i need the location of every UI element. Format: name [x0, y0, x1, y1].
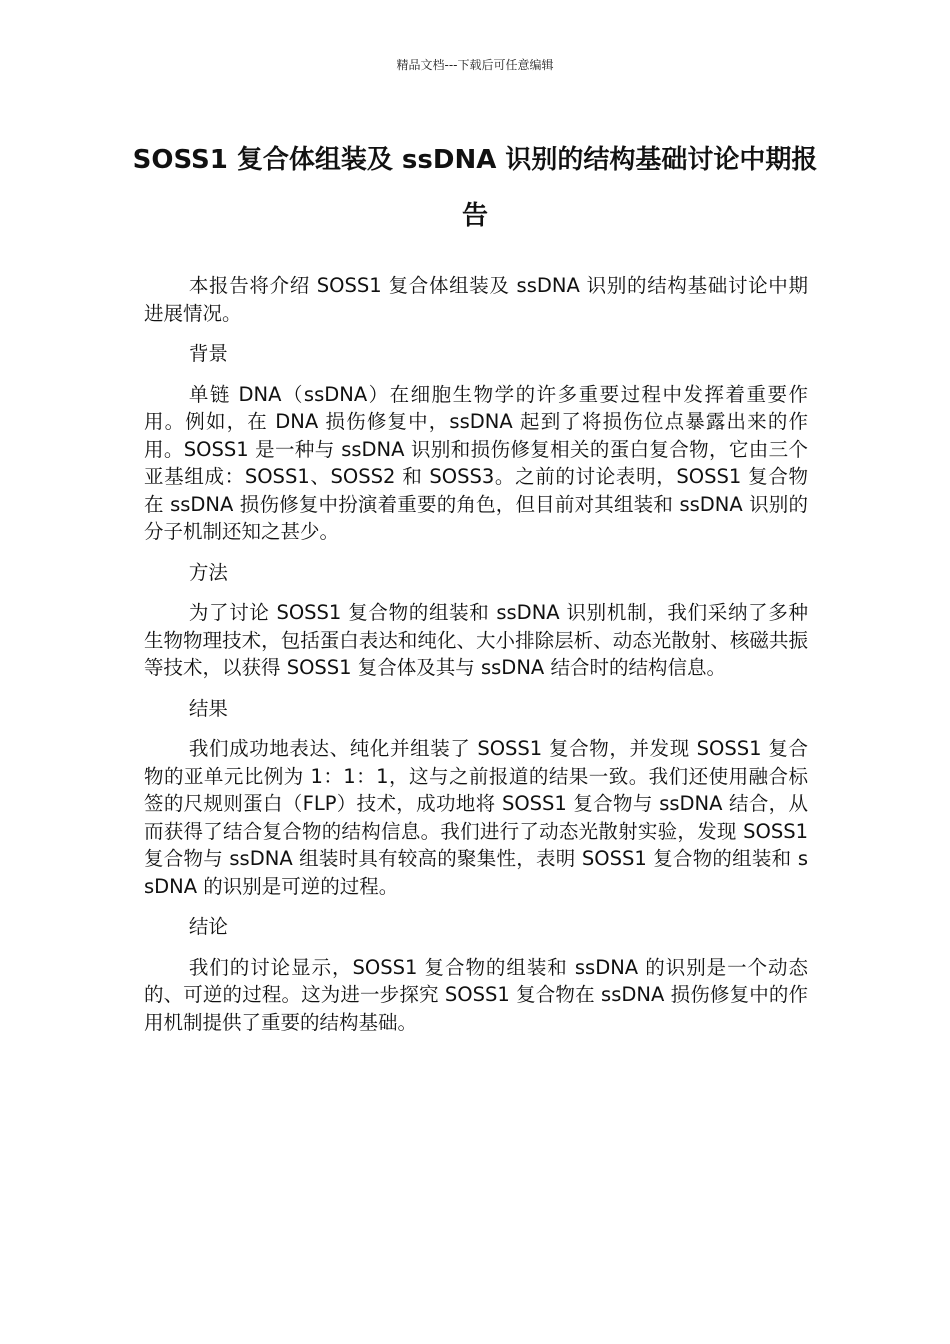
section-body-conclusion: 我们的讨论显示，SOSS1 复合物的组装和 ssDNA 的识别是一个动态的、可逆的过程。这为进一步探究 SOSS1 复合物在 ssDNA 损伤修复中的作用机制提供了重要的结构基础。 — [144, 955, 808, 1034]
document-body — [144, 272, 808, 1049]
section-heading-background: 背景 — [188, 342, 228, 365]
section-body-results: 我们成功地表达、纯化并组装了 SOSS1 复合物，并发现 SOSS1 复合物的亚单元比例为 1：1：1，这与之前报道的结果一致。我们还使用融合标签的尺规则蛋白（FLP）技术，成功地将 SOSS1 复合物与 ssDNA 结合，从而获得了结合复合物的结构信息。我们进行了动态光散射实验，发现 SOSS1 复合物与 ssDNA 组装时具有较高的聚集性，表明 SOSS1 复合物的组装和 ssDNA 的识别是可逆的过程。 — [144, 737, 808, 898]
section-heading-results: 结果 — [188, 696, 228, 720]
section-heading-methods: 方法 — [188, 560, 228, 584]
document-title: SOSS1 复合体组装及 ssDNA 识别的结构基础讨论中期报告 — [132, 145, 818, 231]
section-body-methods: 为了讨论 SOSS1 复合物的组装和 ssDNA 识别机制，我们采纳了多种生物物理技术，包括蛋白表达和纯化、大小排除层析、动态光散射、核磁共振等技术，以获得 SOSS1 复合体及其与 ssDNA 结合时的结构信息。 — [144, 601, 808, 679]
section-heading-conclusion: 结论 — [188, 915, 228, 938]
page-header: 精品文档---下载后可任意编辑 — [396, 58, 554, 72]
intro-paragraph: 本报告将介绍 SOSS1 复合体组装及 ssDNA 识别的结构基础讨论中期进展情况。 — [144, 274, 808, 325]
section-body-background: 单链 DNA（ssDNA）在细胞生物学的许多重要过程中发挥着重要作用。例如，在 DNA 损伤修复中，ssDNA 起到了将损伤位点暴露出来的作用。SOSS1 是一种与 ssDNA 识别和损伤修复相关的蛋白复合物，它由三个亚基组成：SOSS1、SOSS2 和 SOSS3。之前的讨论表明，SOSS1 复合物在 ssDNA 损伤修复中扮演着重要的角色，但目前对其组装和 ssDNA 识别的分子机制还知之甚少。 — [144, 382, 808, 543]
